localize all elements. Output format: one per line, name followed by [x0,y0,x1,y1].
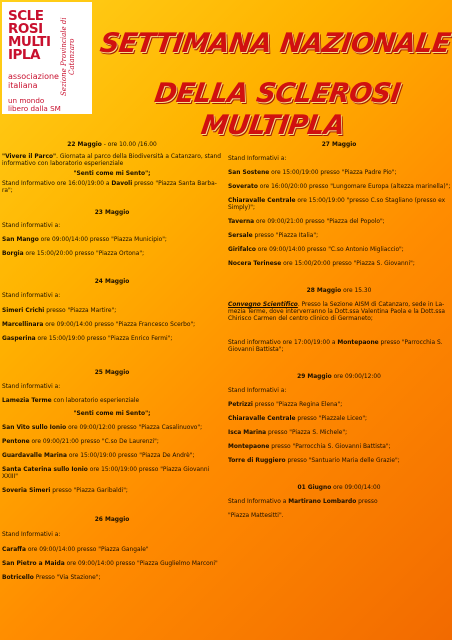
date-01-june [228,485,450,499]
event-desc: informativo con laboratorio esperienziale [2,161,124,167]
place-detail: ore 15:00/19:00 presso "Piazza De Andrè"; [68,453,195,459]
place-detail: presso "Piazzale Liceo"; [297,416,368,422]
stand-text: ra"; [2,188,13,194]
event-desc: . Giornata al parco della Biodiversità a Catanzaro, stand [56,154,222,160]
list-item [228,184,450,198]
place-name: Caraffa [2,547,26,553]
stand-intro: Stand Informativi a: [228,388,287,394]
place-name: Girifalco [228,247,256,253]
place-detail: ore 09:00/14:00 presso "Piazza Francesco Scerbo"; [45,322,196,328]
stand-line [2,181,222,188]
page-title-line1: SETTIMANA NAZIONALE [97,28,452,59]
event-desc: mezia Terme, dove interverranno la Dott.ssa Valentina Paola e la Dott.ssa [228,309,445,315]
logo-assoc-line: associazione [8,72,59,81]
logo-tagline [8,97,61,113]
place-name: Montepaone [228,444,270,450]
place-name: San Mango [2,237,39,243]
date-24-may: 24 Maggio [94,279,130,285]
time-label: ore 09:00/14:00 [333,485,381,491]
place-detail: ore 15:00/19:00 presso "Piazza Giovanni [89,467,210,473]
place-name: San Pietro a Maida [2,561,65,567]
date-label: 29 Maggio [297,374,332,380]
stand-intro: Stand Informativi a: [2,532,61,538]
aism-logo [2,2,92,114]
list-item [2,439,222,453]
date-label: 22 Maggio [67,142,102,148]
date-28-may [228,288,450,302]
place-detail: con laboratorio esperienziale [53,398,140,404]
place-name: Gasperina [2,336,36,342]
place-detail: ore 15:00/19:00 presso "Piazza Padre Pio"; [271,170,397,176]
list-item [2,308,222,322]
place-name: Nocera Terinese [228,261,282,267]
place-detail: ore 15:00/19:00 presso "Piazza Enrico Fermi"; [37,336,173,342]
place-name: Taverna [228,219,255,225]
stand-text: presso "Piazza Santa Barba- [134,181,217,187]
place-name: Borgia [2,251,24,257]
stand-line [228,340,450,347]
place-detail: presso "Piazza Regina Elena"; [254,402,343,408]
stand-text: presso [358,499,378,505]
stand-line [228,499,450,513]
list-item [228,198,450,205]
place-name: Simeri Crichi [2,308,45,314]
time-label: ore 09:00/12:00 [333,374,381,380]
stand-text: Stand Informativo ore 16:00/19:00 a [2,181,110,187]
place-name: Davoli [111,181,133,187]
list-item [2,561,222,575]
list-item [2,251,222,258]
logo-assoc-line: italiana [8,81,38,90]
logo-tagline-line: un mondo [8,96,45,105]
place-detail: ore 09:00/14:00 presso "Piazza Gangale" [27,547,149,553]
list-item [228,247,450,261]
place-detail: ore 15:00/20:00 presso "Piazza S. Giovanni"; [283,261,415,267]
place-detail: presso "Piazza Martire"; [46,308,117,314]
place-detail: presso "Piazza Italia"; [254,233,319,239]
list-item [2,467,222,474]
date-29-may [228,374,450,388]
place-name: Sersale [228,233,253,239]
page-title-line2: DELLA SCLEROSI MULTIPLA [152,78,403,141]
event-desc: . Presso la Sezione AISM di Catanzaro, sede in La- [297,302,445,308]
list-item [2,398,222,411]
place-detail: ore 16:00/20:00 presso "Lungomare Europa (altezza marinella)"; [259,184,451,190]
place-detail: presso "Parrocchia S. Giovanni Battista"; [271,444,391,450]
date-27-may: 27 Maggio [321,142,357,148]
stand-intro: Stand informativi a: [2,223,61,229]
place-name: Chiaravalle Centrale [228,198,296,204]
list-item [228,430,450,444]
place-name: Chiaravalle Centrale [228,416,296,422]
list-item [2,237,222,251]
logo-association [8,72,59,90]
date-26-may: 26 Maggio [94,517,130,523]
list-item [2,547,222,561]
logo-tagline-line: libero dalla SM [8,104,61,113]
list-item [228,416,450,430]
place-name: Santa Caterina sullo Ionio [2,467,88,473]
place-name: Isca Marina [228,430,267,436]
logo-line: SCLE [8,8,44,24]
place-name: Marcellinara [2,322,44,328]
stand-intro: Stand informativi a: [2,384,61,390]
time-label: - ore 10.00 /16.00 [103,142,157,148]
list-item [228,458,450,465]
place-detail: ore 09:00/21:00 presso "C.so De Laurenzi"; [31,439,159,445]
logo-line: IPLA [8,47,40,63]
stand-text: Stand Informativo a [228,499,287,505]
left-column [2,142,222,582]
place-name: Botricello [2,575,34,581]
event-line [228,302,450,309]
list-item [2,336,222,343]
date-25-may: 25 Maggio [94,370,130,376]
event-quote: "Senti come mi Sento"; [73,411,151,417]
place-name: Soveria Simeri [2,488,51,494]
list-item [2,453,222,467]
place-detail: ore 09:00/14:00 presso "C.so Antonio Migliaccio"; [257,247,404,253]
place-detail: presso "Piazza Garibaldi"; [52,488,128,494]
place-detail: XXIII" [2,474,18,480]
place-detail: ore 15:00/19:00 "presso C.so Stagliano (presso ex [297,198,446,204]
logo-section-label: Sezione Provinciale di Catanzaro [60,17,76,97]
place-name: Pentone [2,439,30,445]
event-line [2,154,222,161]
place-detail: Presso "Via Stazione"; [35,575,101,581]
logo-line: ROSI [8,21,43,37]
date-label: 28 Maggio [306,288,342,294]
list-item [228,233,450,247]
event-desc: Chirisco Carmen del centro clinico di Germaneto; [228,316,373,322]
time-label: ore 15.30 [343,288,372,294]
stand-text: "Piazza Mattesitti". [228,513,284,519]
place-name: Guardavalle Marina [2,453,67,459]
event-quote: "Senti come mi Sento"; [73,171,151,177]
event-title: "Vivere il Parco" [2,154,57,160]
place-detail: ore 09:00/21:00 presso "Piazza del Popolo"; [256,219,385,225]
stand-intro: Stand Informativi a: [228,156,287,162]
list-item [2,322,222,336]
place-detail: presso "Santuario Maria delle Grazie"; [287,458,400,464]
event-title: Convegno Scientifico [228,302,298,308]
place-detail: presso "Piazza S. Michele"; [268,430,348,436]
date-label: 01 Giugno [297,485,332,491]
list-item [228,402,450,416]
place-detail: ore 15:00/20:00 presso "Piazza Ortona"; [25,251,145,257]
list-item [228,170,450,184]
place-detail: ore 09:00/12:00 presso "Piazza Casalinuovo"; [68,425,203,431]
list-item [2,575,222,582]
list-item [228,219,450,233]
place-name: Soverato [228,184,258,190]
place-name: Torre di Ruggiero [228,458,286,464]
place-name: Petrizzi [228,402,253,408]
logo-line: MULTI [8,34,51,50]
date-23-may: 23 Maggio [94,210,130,216]
stand-intro: Stand informativi a: [2,293,61,299]
place-detail: Simply)"; [228,205,255,211]
date-22-may [2,142,222,154]
place-name: San Sostene [228,170,270,176]
place-name: San Vito sullo Ionio [2,425,67,431]
place-name: Lamezia Terme [2,398,52,404]
place-detail: ore 09:00/14:00 presso "Piazza Guglielmo Marconi" [66,561,218,567]
right-column [228,142,450,520]
place-detail: ore 09:00/14:00 presso "Piazza Municipio"; [40,237,167,243]
stand-text: Stand informativo ore 17:00/19:00 a [228,340,336,346]
list-item [2,425,222,439]
list-item [228,261,450,268]
list-item [2,488,222,495]
stand-text: Giovanni Battista"; [228,347,284,353]
list-item [228,444,450,458]
place-name: Montepaone [337,340,379,346]
stand-text: presso "Parrocchia S. [380,340,443,346]
place-name: Martirano Lombardo [288,499,357,505]
logo-brand-text [8,10,51,62]
